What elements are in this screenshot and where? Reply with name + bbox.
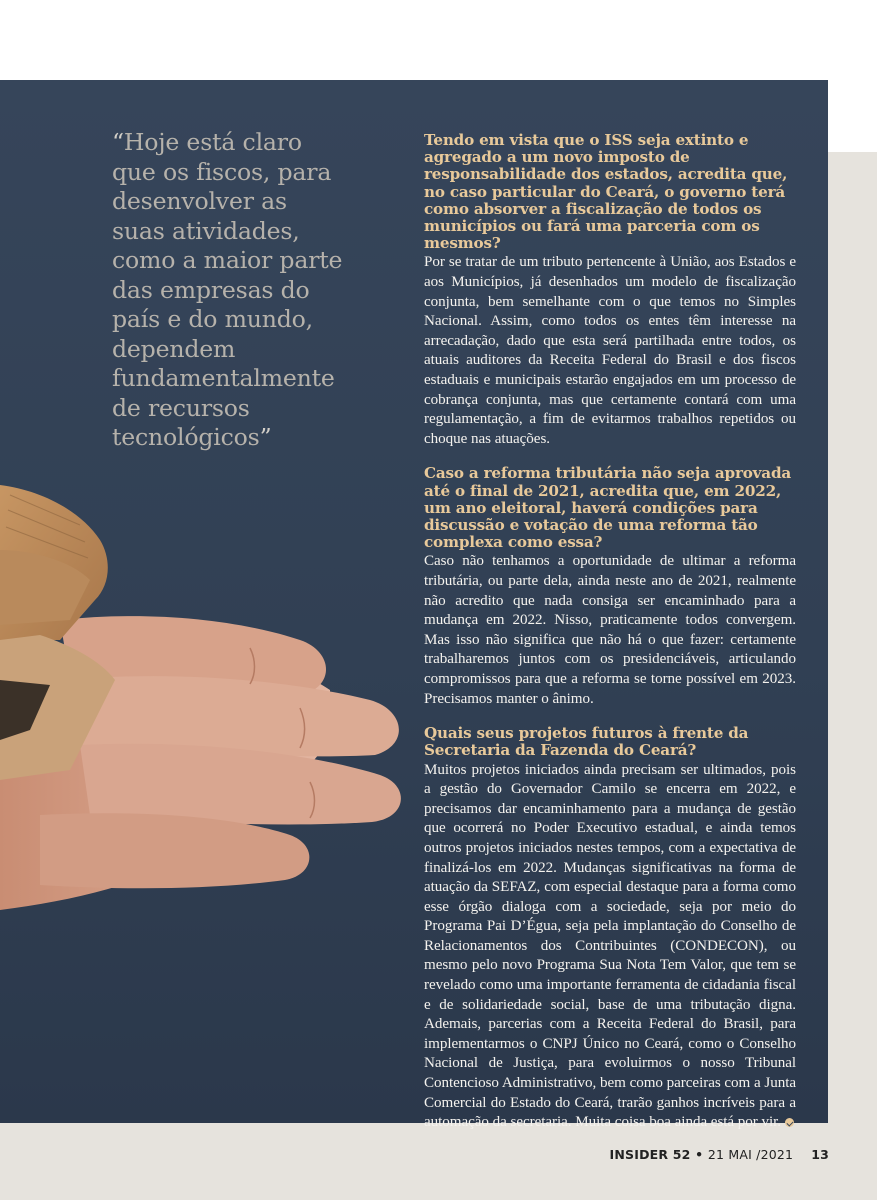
question-2: Caso a reforma tributária não seja aprovada até o final de 2021, acredita que, em 2022, um ano eleitoral, haverá condições para discussão e votação de uma reforma tão complexa como essa?	[424, 464, 792, 552]
question-3: Quais seus projetos futuros à frente da Secretaria da Fazenda do Ceará?	[424, 724, 749, 760]
pull-quote	[112, 128, 344, 453]
answer-1: Por se tratar de um tributo pertencente à União, aos Estados e aos Municípios, já desenhados um modelo de fiscalização conjunta, bem semelhante com o que temos no Simples Nacional. Assim, como todos os entes têm interesse na arrecadação, dado que esta será partilhada entre todos, os atuais auditores da Receita Federal do Brasil e dos fiscos estaduais e municipais estarão engajados em um processo de cobrança conjunta, mas que certamente contará com uma regulamentação, a fim de evitarmos trabalhos repetidos ou choque nas atuações.	[424, 254, 796, 447]
page-footer	[610, 1147, 830, 1162]
issue-date: 21 MAI /2021	[707, 1147, 794, 1162]
question-1: Tendo em vista que o ISS seja extinto e agregado a um novo imposto de responsabilidade dos estados, acredita que, no caso particular do Ceará, o governo terá como absorver a fiscalização de todos os municípios ou fará uma parceria com os mesmos?	[424, 131, 788, 253]
answer-3	[424, 761, 796, 1133]
answer-2: Caso não tenhamos a oportunidade de ultimar a reforma tributária, ou parte dela, ainda neste ano de 2021, realmente não acredito que nada consiga ser encaminhado para a mudança em 2022. Nisso, praticamente todos convergem. Mas isso não significa que não há o que fazer: certamente trabalharemos juntos com os presidenciáveis, articulando compromissos para que a reforma se torne possível em 2023. Precisamos manter o ânimo.	[424, 553, 796, 707]
footer-separator: •	[695, 1147, 704, 1162]
pull-quote-close-mark: ”	[259, 423, 272, 451]
magazine-issue: INSIDER 52 • 21 MAI /2021	[609, 1147, 794, 1162]
interview-column	[424, 132, 796, 1133]
end-of-article-icon	[785, 1118, 794, 1127]
page-number: 13	[811, 1147, 829, 1162]
answer-3-text: Muitos projetos iniciados ainda precisam ser ultimados, pois a gestão do Governador Camilo se encerra em 2022, e precisamos dar encaminhamento para a mudança de gestão que ocorrerá no Poder Executivo estadual, e ainda temos outros projetos iniciados nestes tempos, com a expectativa de finalizá-los em 2022. Mudanças significativas na forma de atuação da SEFAZ, com especial destaque para a forma como esse órgão dialoga com a sociedade, seja por meio do Programa Pai D’Égua, seja pela implantação do Conselho de Relacionamentos dos Contribuintes (CONDECON), ou mesmo pelo novo Programa Sua Nota Tem Valor, que tem se revelado como uma importante ferramenta de cidadania fiscal e de solidariedade social, base de uma tributação digna. Ademais, parcerias com a Receita Federal do Brasil, para implementarmos o CNPJ Único no Ceará, como o Conselho Nacional de Justiça, para evoluirmos o nosso Tribunal Contencioso Administrativo, bem como parceiras com a Junta Comercial do Estado do Ceará, trarão ganhos incríveis para a automação da secretaria. Muita coisa boa ainda está por vir.	[424, 761, 796, 1131]
pull-quote-text: Hoje está claro que os fiscos, para desenvolver as suas atividades, como a maior parte das empresas do país e do mundo, dependem fundamentalmente de recursos tecnológicos	[112, 128, 343, 451]
pull-quote-open-mark: “	[112, 128, 124, 156]
